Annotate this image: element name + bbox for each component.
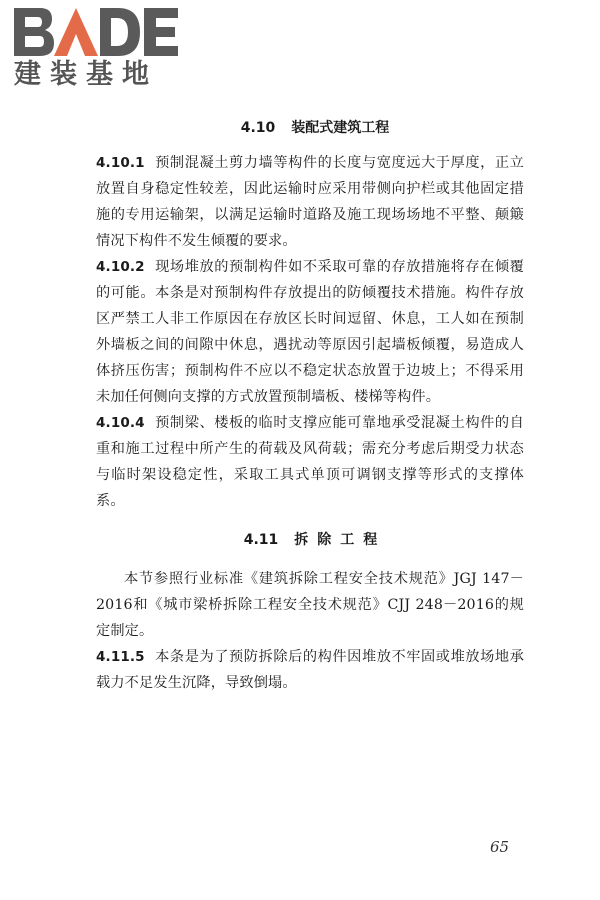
- clause-number: 4.10.2: [96, 259, 145, 275]
- clause-number: 4.10.1: [96, 155, 145, 171]
- clause-text: 现场堆放的预制构件如不采取可靠的存放措施将存在倾覆的可能。本条是对预制构件存放提出的防倾覆技术措施。构件存放区严禁工人非工作原因在存放区长时间逗留、休息，工人如在预制外墙板之间的间隙中休息，遇扰动等原因引起墙板倾覆，易造成人体挤压伤害；预制构件不应以不稳定状态放置于边坡上；不得采用未加任何侧向支撑的方式放置预制墙板、楼梯等构件。: [96, 259, 524, 405]
- page-content: [96, 110, 524, 696]
- clause-text: 预制梁、楼板的临时支撑应能可靠地承受混凝土构件的自重和施工过程中所产生的荷载及风荷载；需充分考虑后期受力状态与临时架设稳定性，采取工具式单顶可调钢支撑等形式的支撑体系。: [96, 415, 524, 509]
- clause-text: 本条是为了预防拆除后的构件因堆放不牢固或堆放场地承载力不足发生沉降，导致倒塌。: [96, 649, 524, 691]
- section-title: 装配式建筑工程: [291, 120, 390, 136]
- clause-text: 预制混凝土剪力墙等构件的长度与宽度远大于厚度，正立放置自身稳定性较差，因此运输时应采用带侧向护栏或其他固定措施的专用运输架，以满足运输时道路及施工现场场地不平整、颠簸情况下构件不发生倾覆的要求。: [96, 155, 524, 249]
- logo-subtitle: 建装基地: [14, 59, 158, 90]
- clause-4-10-4: [96, 410, 524, 514]
- bade-wordmark-logo: [12, 6, 180, 58]
- clause-4-10-2: [96, 254, 524, 410]
- clause-number: 4.10.4: [96, 415, 145, 431]
- section-number: 4.11: [243, 532, 279, 548]
- publisher-logo: [12, 6, 182, 92]
- section-heading-4-11: [96, 528, 524, 552]
- clause-number: 4.11.5: [96, 649, 145, 665]
- clause-4-11-5: [96, 644, 524, 696]
- clause-4-10-1: [96, 150, 524, 254]
- page-number: 65: [490, 838, 510, 856]
- section-title: 拆除工程: [294, 532, 387, 548]
- section-number: 4.10: [240, 120, 276, 136]
- section-heading-4-10: [96, 116, 524, 140]
- section-intro: 本节参照行业标准《建筑拆除工程安全技术规范》JGJ 147－2016和《城市梁桥拆除工程安全技术规范》CJJ 248－2016的规定制定。: [96, 571, 524, 639]
